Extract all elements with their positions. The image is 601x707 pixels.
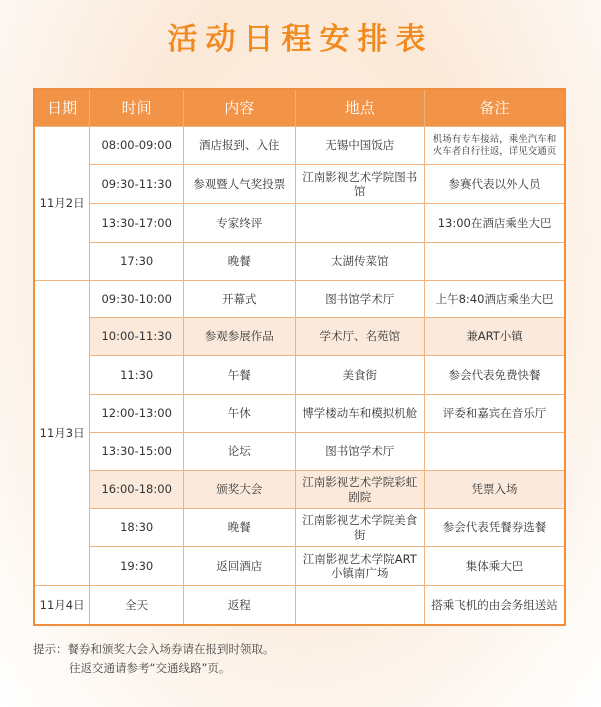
time-cell: 16:00-18:00 — [90, 471, 184, 509]
place-cell: 学术厅、名苑馆 — [295, 318, 424, 356]
table-row — [34, 433, 565, 471]
content-cell: 返回酒店 — [184, 547, 296, 586]
table-row — [34, 509, 565, 547]
table-row — [34, 127, 565, 165]
time-cell: 11:30 — [90, 356, 184, 395]
note-cell: 机场有专车接站，乘坐汽车和火车者自行往返，详见交通页 — [425, 127, 565, 165]
content-cell: 返程 — [184, 586, 296, 625]
time-cell: 13:30-17:00 — [90, 204, 184, 243]
footnote-line-2: 往返交通请参考“交通线路”页。 — [69, 661, 231, 675]
time-cell: 12:00-13:00 — [90, 395, 184, 433]
content-cell: 参观参展作品 — [184, 318, 296, 356]
table-row — [34, 356, 565, 395]
content-cell: 酒店报到、入住 — [184, 127, 296, 165]
table-row — [34, 586, 565, 625]
header-time: 时间 — [90, 89, 184, 127]
time-cell: 08:00-09:00 — [90, 127, 184, 165]
place-cell: 江南影视艺术学院ART小镇南广场 — [295, 547, 424, 586]
place-cell: 图书馆学术厅 — [295, 281, 424, 318]
time-cell: 09:30-11:30 — [90, 165, 184, 204]
table-row — [34, 243, 565, 281]
place-cell: 江南影视艺术学院美食街 — [295, 509, 424, 547]
header-date: 日期 — [34, 89, 90, 127]
note-cell: 参会代表凭餐券选餐 — [425, 509, 565, 547]
note-cell: 参赛代表以外人员 — [425, 165, 565, 204]
footnote-line-1: 提示：餐券和颁奖大会入场券请在报到时领取。 — [33, 642, 275, 656]
note-cell — [425, 433, 565, 471]
time-cell: 10:00-11:30 — [90, 318, 184, 356]
time-cell: 09:30-10:00 — [90, 281, 184, 318]
content-cell: 午休 — [184, 395, 296, 433]
place-cell: 无锡中国饭店 — [295, 127, 424, 165]
note-cell: 参会代表免费快餐 — [425, 356, 565, 395]
note-cell: 评委和嘉宾在音乐厅 — [425, 395, 565, 433]
content-cell: 开幕式 — [184, 281, 296, 318]
time-cell: 19:30 — [90, 547, 184, 586]
place-cell: 江南影视艺术学院彩虹剧院 — [295, 471, 424, 509]
note-cell: 兼ART小镇 — [425, 318, 565, 356]
content-cell: 论坛 — [184, 433, 296, 471]
content-cell: 参观暨人气奖投票 — [184, 165, 296, 204]
place-cell: 太湖传菜馆 — [295, 243, 424, 281]
note-cell: 集体乘大巴 — [425, 547, 565, 586]
time-cell: 18:30 — [90, 509, 184, 547]
content-cell: 晚餐 — [184, 243, 296, 281]
table-row — [34, 547, 565, 586]
content-cell: 晚餐 — [184, 509, 296, 547]
table-row — [34, 204, 565, 243]
header-content: 内容 — [184, 89, 296, 127]
note-cell — [425, 243, 565, 281]
time-cell: 13:30-15:00 — [90, 433, 184, 471]
content-cell: 午餐 — [184, 356, 296, 395]
time-cell: 17:30 — [90, 243, 184, 281]
note-cell: 13:00在酒店乘坐大巴 — [425, 204, 565, 243]
table-header-row — [34, 89, 565, 127]
schedule-table — [33, 88, 566, 626]
time-cell: 全天 — [90, 586, 184, 625]
footnote — [33, 640, 275, 678]
date-cell: 11月3日 — [34, 281, 90, 586]
table-row — [34, 165, 565, 204]
content-cell: 颁奖大会 — [184, 471, 296, 509]
place-cell: 图书馆学术厅 — [295, 433, 424, 471]
content-cell: 专家终评 — [184, 204, 296, 243]
place-cell — [295, 586, 424, 625]
note-cell: 上午8:40酒店乘坐大巴 — [425, 281, 565, 318]
place-cell: 博学楼动车和模拟机舱 — [295, 395, 424, 433]
header-note: 备注 — [425, 89, 565, 127]
date-cell: 11月2日 — [34, 127, 90, 281]
table-row — [34, 395, 565, 433]
page-title: 活动日程安排表 — [167, 22, 434, 57]
note-cell: 搭乘飞机的由会务组送站 — [425, 586, 565, 625]
place-cell: 江南影视艺术学院图书馆 — [295, 165, 424, 204]
place-cell — [295, 204, 424, 243]
note-cell: 凭票入场 — [425, 471, 565, 509]
date-cell: 11月4日 — [34, 586, 90, 625]
place-cell: 美食街 — [295, 356, 424, 395]
header-place: 地点 — [295, 89, 424, 127]
table-row — [34, 281, 565, 318]
table-row — [34, 318, 565, 356]
table-row — [34, 471, 565, 509]
